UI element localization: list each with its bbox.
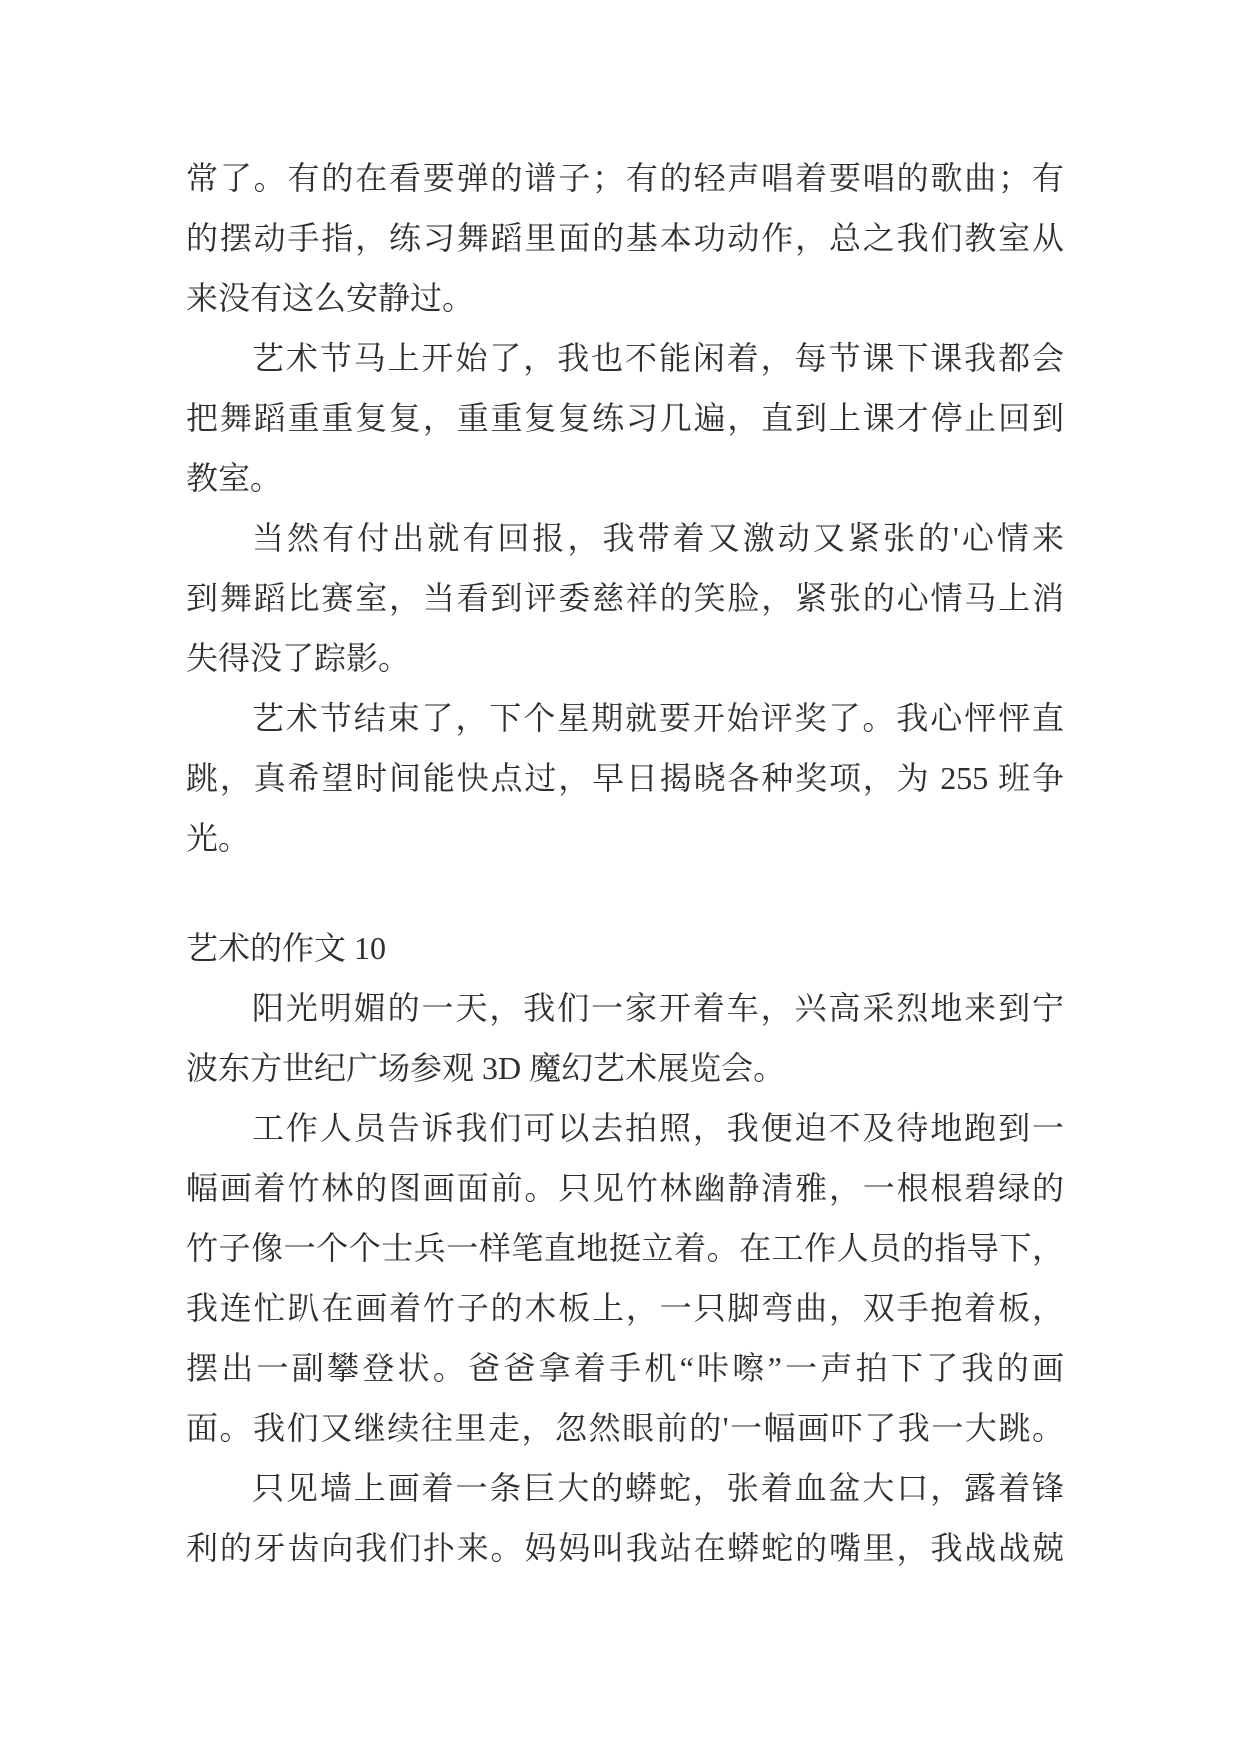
text-line: 到舞蹈比赛室，当看到评委慈祥的笑脸，紧张的心情马上消: [186, 580, 1064, 616]
text-line: 艺术节结束了，下个星期就要开始评奖了。我心怦怦直: [252, 700, 1064, 736]
text-line: 当然有付出就有回报，我带着又激动又紧张的'心情来: [252, 520, 1064, 556]
text-line: 阳光明媚的一天，我们一家开着车，兴高采烈地来到宁: [252, 990, 1064, 1026]
text-line: 跳，真希望时间能快点过，早日揭晓各种奖项，为 255 班争: [186, 760, 1064, 796]
text-line: 光。: [186, 820, 251, 856]
text-line: 只见墙上画着一条巨大的蟒蛇，张着血盆大口，露着锋: [252, 1470, 1064, 1506]
text-line: 的摆动手指，练习舞蹈里面的基本功动作，总之我们教室从: [186, 220, 1064, 256]
text-line: 常了。有的在看要弹的谱子；有的轻声唱着要唱的歌曲；有: [186, 160, 1064, 196]
text-line: 幅画着竹林的图画面前。只见竹林幽静清雅，一根根碧绿的: [186, 1170, 1064, 1206]
text-line: 把舞蹈重重复复，重重复复练习几遍，直到上课才停止回到: [186, 400, 1064, 436]
section-title: 艺术的作文 10: [186, 930, 387, 966]
text-line: 教室。: [186, 460, 283, 496]
text-line: 面。我们又继续往里走，忽然眼前的'一幅画吓了我一大跳。: [186, 1410, 1064, 1446]
text-line: 我连忙趴在画着竹子的木板上，一只脚弯曲，双手抱着板，: [186, 1290, 1064, 1326]
text-line: 波东方世纪广场参观 3D 魔幻艺术展览会。: [186, 1050, 786, 1086]
text-line: 竹子像一个个士兵一样笔直地挺立着。在工作人员的指导下，: [186, 1230, 1064, 1266]
text-line: 失得没了踪影。: [186, 640, 411, 676]
text-line: 艺术节马上开始了，我也不能闲着，每节课下课我都会: [252, 340, 1064, 376]
text-line: 利的牙齿向我们扑来。妈妈叫我站在蟒蛇的嘴里，我战战兢: [186, 1530, 1064, 1566]
section-gap: [186, 868, 1064, 918]
text-line: 工作人员告诉我们可以去拍照，我便迫不及待地跑到一: [252, 1110, 1064, 1146]
text-line: 来没有这么安静过。: [186, 280, 475, 316]
text-line: 摆出一副攀登状。爸爸拿着手机“咔嚓”一声拍下了我的画: [186, 1350, 1064, 1386]
essay-text-block: [186, 148, 1064, 1578]
